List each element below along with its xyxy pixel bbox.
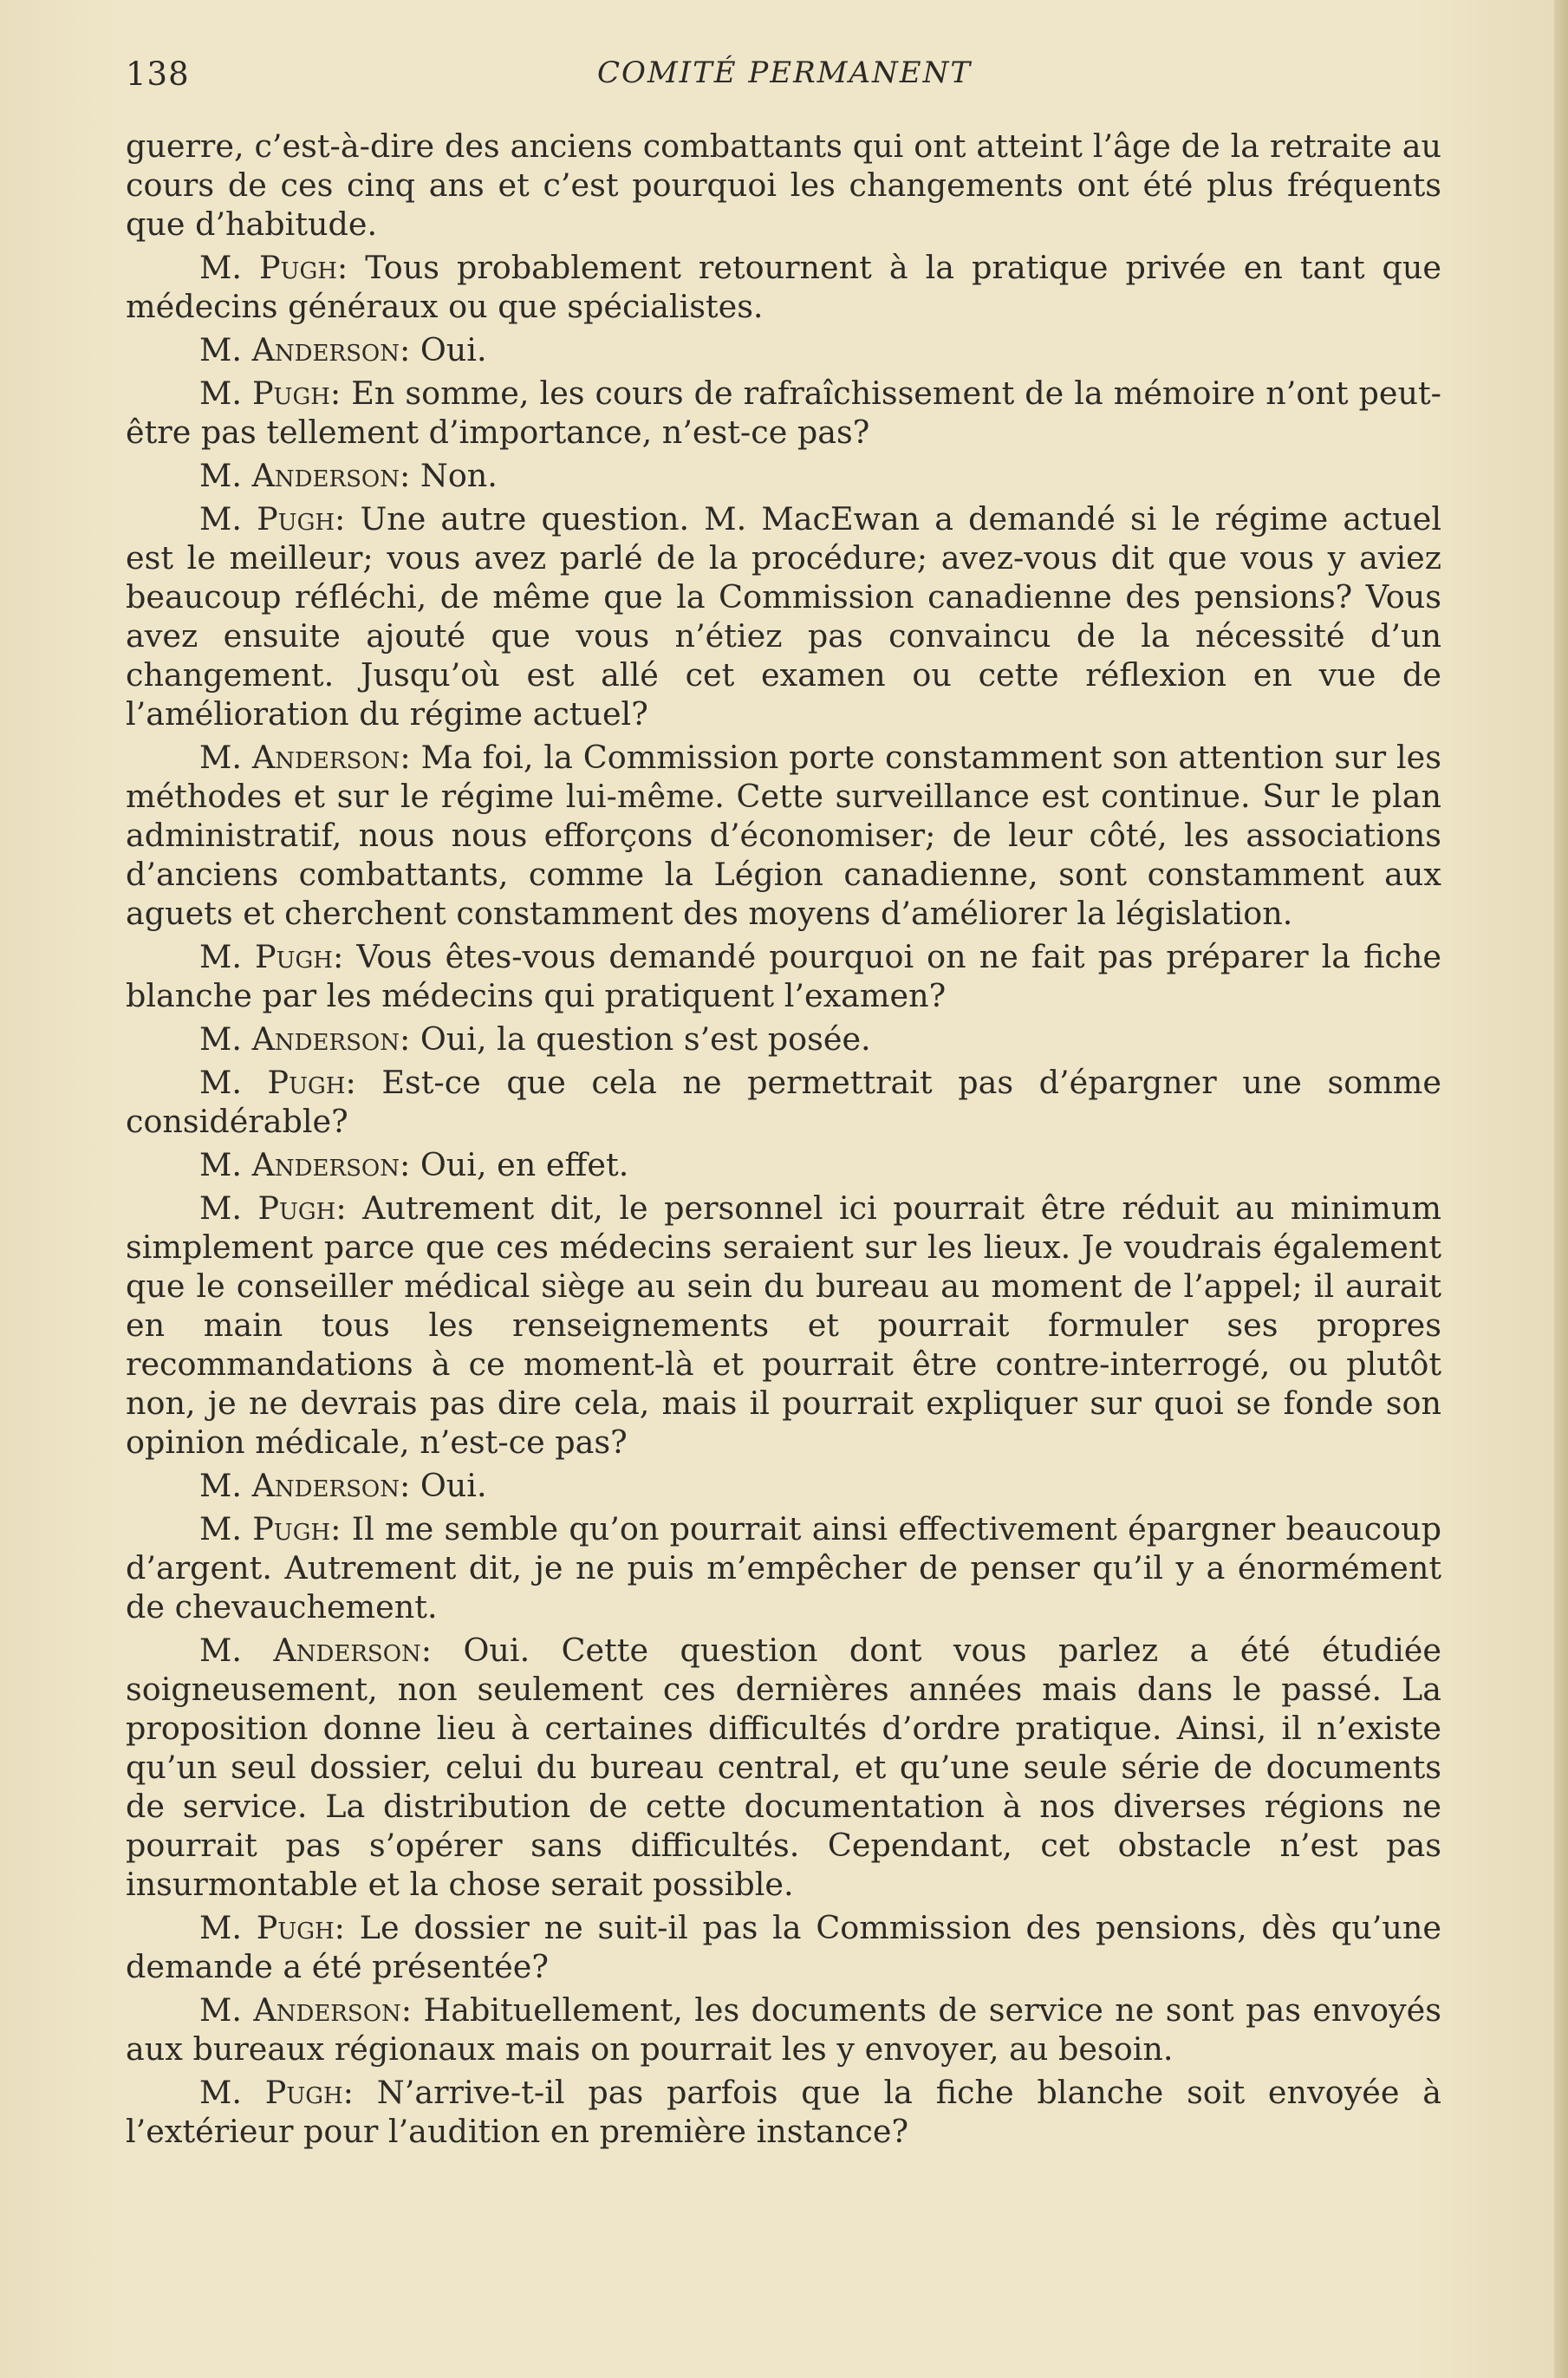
paragraph	[126, 937, 1441, 1015]
speaker-name: M. Pugh:	[199, 938, 344, 975]
paragraph-text: Vous êtes-vous demandé pourquoi on ne fait pas préparer la fiche blanche par les médecins qui pratiquent l’examen?	[126, 938, 1441, 1014]
speaker-name: M. Anderson:	[199, 331, 411, 368]
paragraph-text: N’arrive-t-il pas parfois que la fiche blanche soit envoyée à l’extérieur pour l’audition en première instance?	[126, 2074, 1441, 2150]
paragraph	[126, 1466, 1441, 1505]
paragraph	[126, 1189, 1441, 1462]
paragraph-text: Oui. Cette question dont vous parlez a été étudiée soigneusement, non seulement ces dernières années mais dans le passé. La proposition donne lieu à certaines difficultés d’ordre pratique. Ainsi, il n’existe qu’un seul dossier, celui du bureau central, et qu’une seule série de documents de service. La distribution de cette documentation à nos diverses régions ne pourrait pas s’opérer sans difficultés. Cependant, cet obstacle n’est pas insurmontable et la chose serait possible.	[126, 1632, 1441, 1903]
paragraph	[126, 330, 1441, 369]
paragraph-text: Oui, en effet.	[420, 1146, 629, 1183]
paragraph-text: Oui, la question s’est posée.	[420, 1020, 871, 1058]
speaker-name: M. Anderson:	[199, 1632, 433, 1669]
paragraph-text: Tous probablement retournent à la pratique privée en tant que médecins généraux ou que spécialistes.	[126, 249, 1441, 325]
paragraph	[126, 1908, 1441, 1986]
paragraph	[126, 1631, 1441, 1904]
paragraph	[126, 738, 1441, 933]
page-number: 138	[126, 55, 190, 93]
body-text	[126, 127, 1441, 2155]
speaker-name: M. Pugh:	[199, 249, 348, 286]
paragraph-text: Ma foi, la Commission porte constamment son attention sur les méthodes et sur le régime lui-même. Cette surveillance est continue. Sur le plan administratif, nous nous efforçons d’économiser; de leur côté, les associations d’anciens combattants, comme la Légion canadienne, sont constamment aux aguets et cherchent constamment des moyens d’améliorer la législation.	[126, 739, 1442, 932]
paragraph	[126, 2073, 1441, 2151]
paragraph-text: Oui.	[420, 331, 487, 368]
paragraph	[126, 1063, 1441, 1141]
speaker-name: M. Anderson:	[199, 1467, 411, 1504]
speaker-name: M. Anderson:	[199, 739, 411, 776]
paragraph	[126, 456, 1441, 495]
speaker-name: M. Pugh:	[199, 1510, 342, 1547]
paragraph	[126, 1145, 1441, 1184]
speaker-name: M. Pugh:	[199, 1189, 347, 1227]
paragraph-text: Une autre question. M. MacEwan a demandé si le régime actuel est le meilleur; vous avez parlé de la procédure; avez-vous dit que vous y aviez beaucoup réfléchi, de même que la Commission canadienne des pensions? Vous avez ensuite ajouté que vous n’étiez pas convaincu de la nécessité d’un changement. Jusqu’où est allé cet examen ou cette réflexion en vue de l’amélioration du régime actuel?	[126, 500, 1441, 733]
paragraph	[126, 127, 1441, 244]
paragraph-text: Le dossier ne suit-il pas la Commission des pensions, dès qu’une demande a été présentée?	[126, 1909, 1441, 1985]
paragraph-text: En somme, les cours de rafraîchissement de la mémoire n’ont peut-être pas tellement d’importance, n’est-ce pas?	[126, 375, 1441, 451]
speaker-name: M. Pugh:	[199, 375, 342, 412]
speaker-name: M. Pugh:	[199, 500, 346, 537]
page-edge	[1554, 0, 1568, 2378]
speaker-name: M. Pugh:	[199, 1064, 356, 1101]
paragraph-text: Habituellement, les documents de service ne sont pas envoyés aux bureaux régionaux mais on pourrait les y envoyer, au besoin.	[126, 1991, 1441, 2068]
paragraph	[126, 1509, 1441, 1626]
speaker-name: M. Pugh:	[199, 2074, 354, 2111]
paragraph	[126, 248, 1441, 326]
paragraph-text: Est-ce que cela ne permettrait pas d’épargner une somme considérable?	[126, 1064, 1441, 1140]
paragraph-text: guerre, c’est-à-dire des anciens combattants qui ont atteint l’âge de la retraite au cours de ces cinq ans et c’est pourquoi les changements ont été plus fréquents que d’habitude.	[126, 127, 1441, 243]
paragraph-text: Il me semble qu’on pourrait ainsi effectivement épargner beaucoup d’argent. Autrement dit, je ne puis m’empêcher de penser qu’il y a énormément de chevauchement.	[126, 1510, 1441, 1626]
speaker-name: M. Pugh:	[199, 1909, 345, 1946]
page-header	[126, 55, 1443, 99]
paragraph-text: Oui.	[420, 1467, 487, 1504]
paragraph	[126, 1020, 1441, 1059]
paragraph-text: Autrement dit, le personnel ici pourrait être réduit au minimum simplement parce que ces médecins seraient sur les lieux. Je voudrais également que le conseiller médical siège au sein du bureau au moment de l’appel; il aurait en main tous les renseignements et pourrait formuler ses propres recommandations à ce moment-là et pourrait être contre-interrogé, ou plutôt non, je ne devrais pas dire cela, mais il pourrait expliquer sur quoi se fonde son opinion médicale, n’est-ce pas?	[126, 1189, 1442, 1461]
paragraph	[126, 1990, 1441, 2069]
speaker-name: M. Anderson:	[199, 1020, 411, 1058]
paragraph	[126, 374, 1441, 452]
running-title: COMITÉ PERMANENT	[596, 55, 973, 90]
speaker-name: M. Anderson:	[199, 1991, 413, 2029]
speaker-name: M. Anderson:	[199, 1146, 411, 1183]
paragraph	[126, 499, 1441, 733]
paragraph-text: Non.	[420, 457, 498, 494]
speaker-name: M. Anderson:	[199, 457, 411, 494]
